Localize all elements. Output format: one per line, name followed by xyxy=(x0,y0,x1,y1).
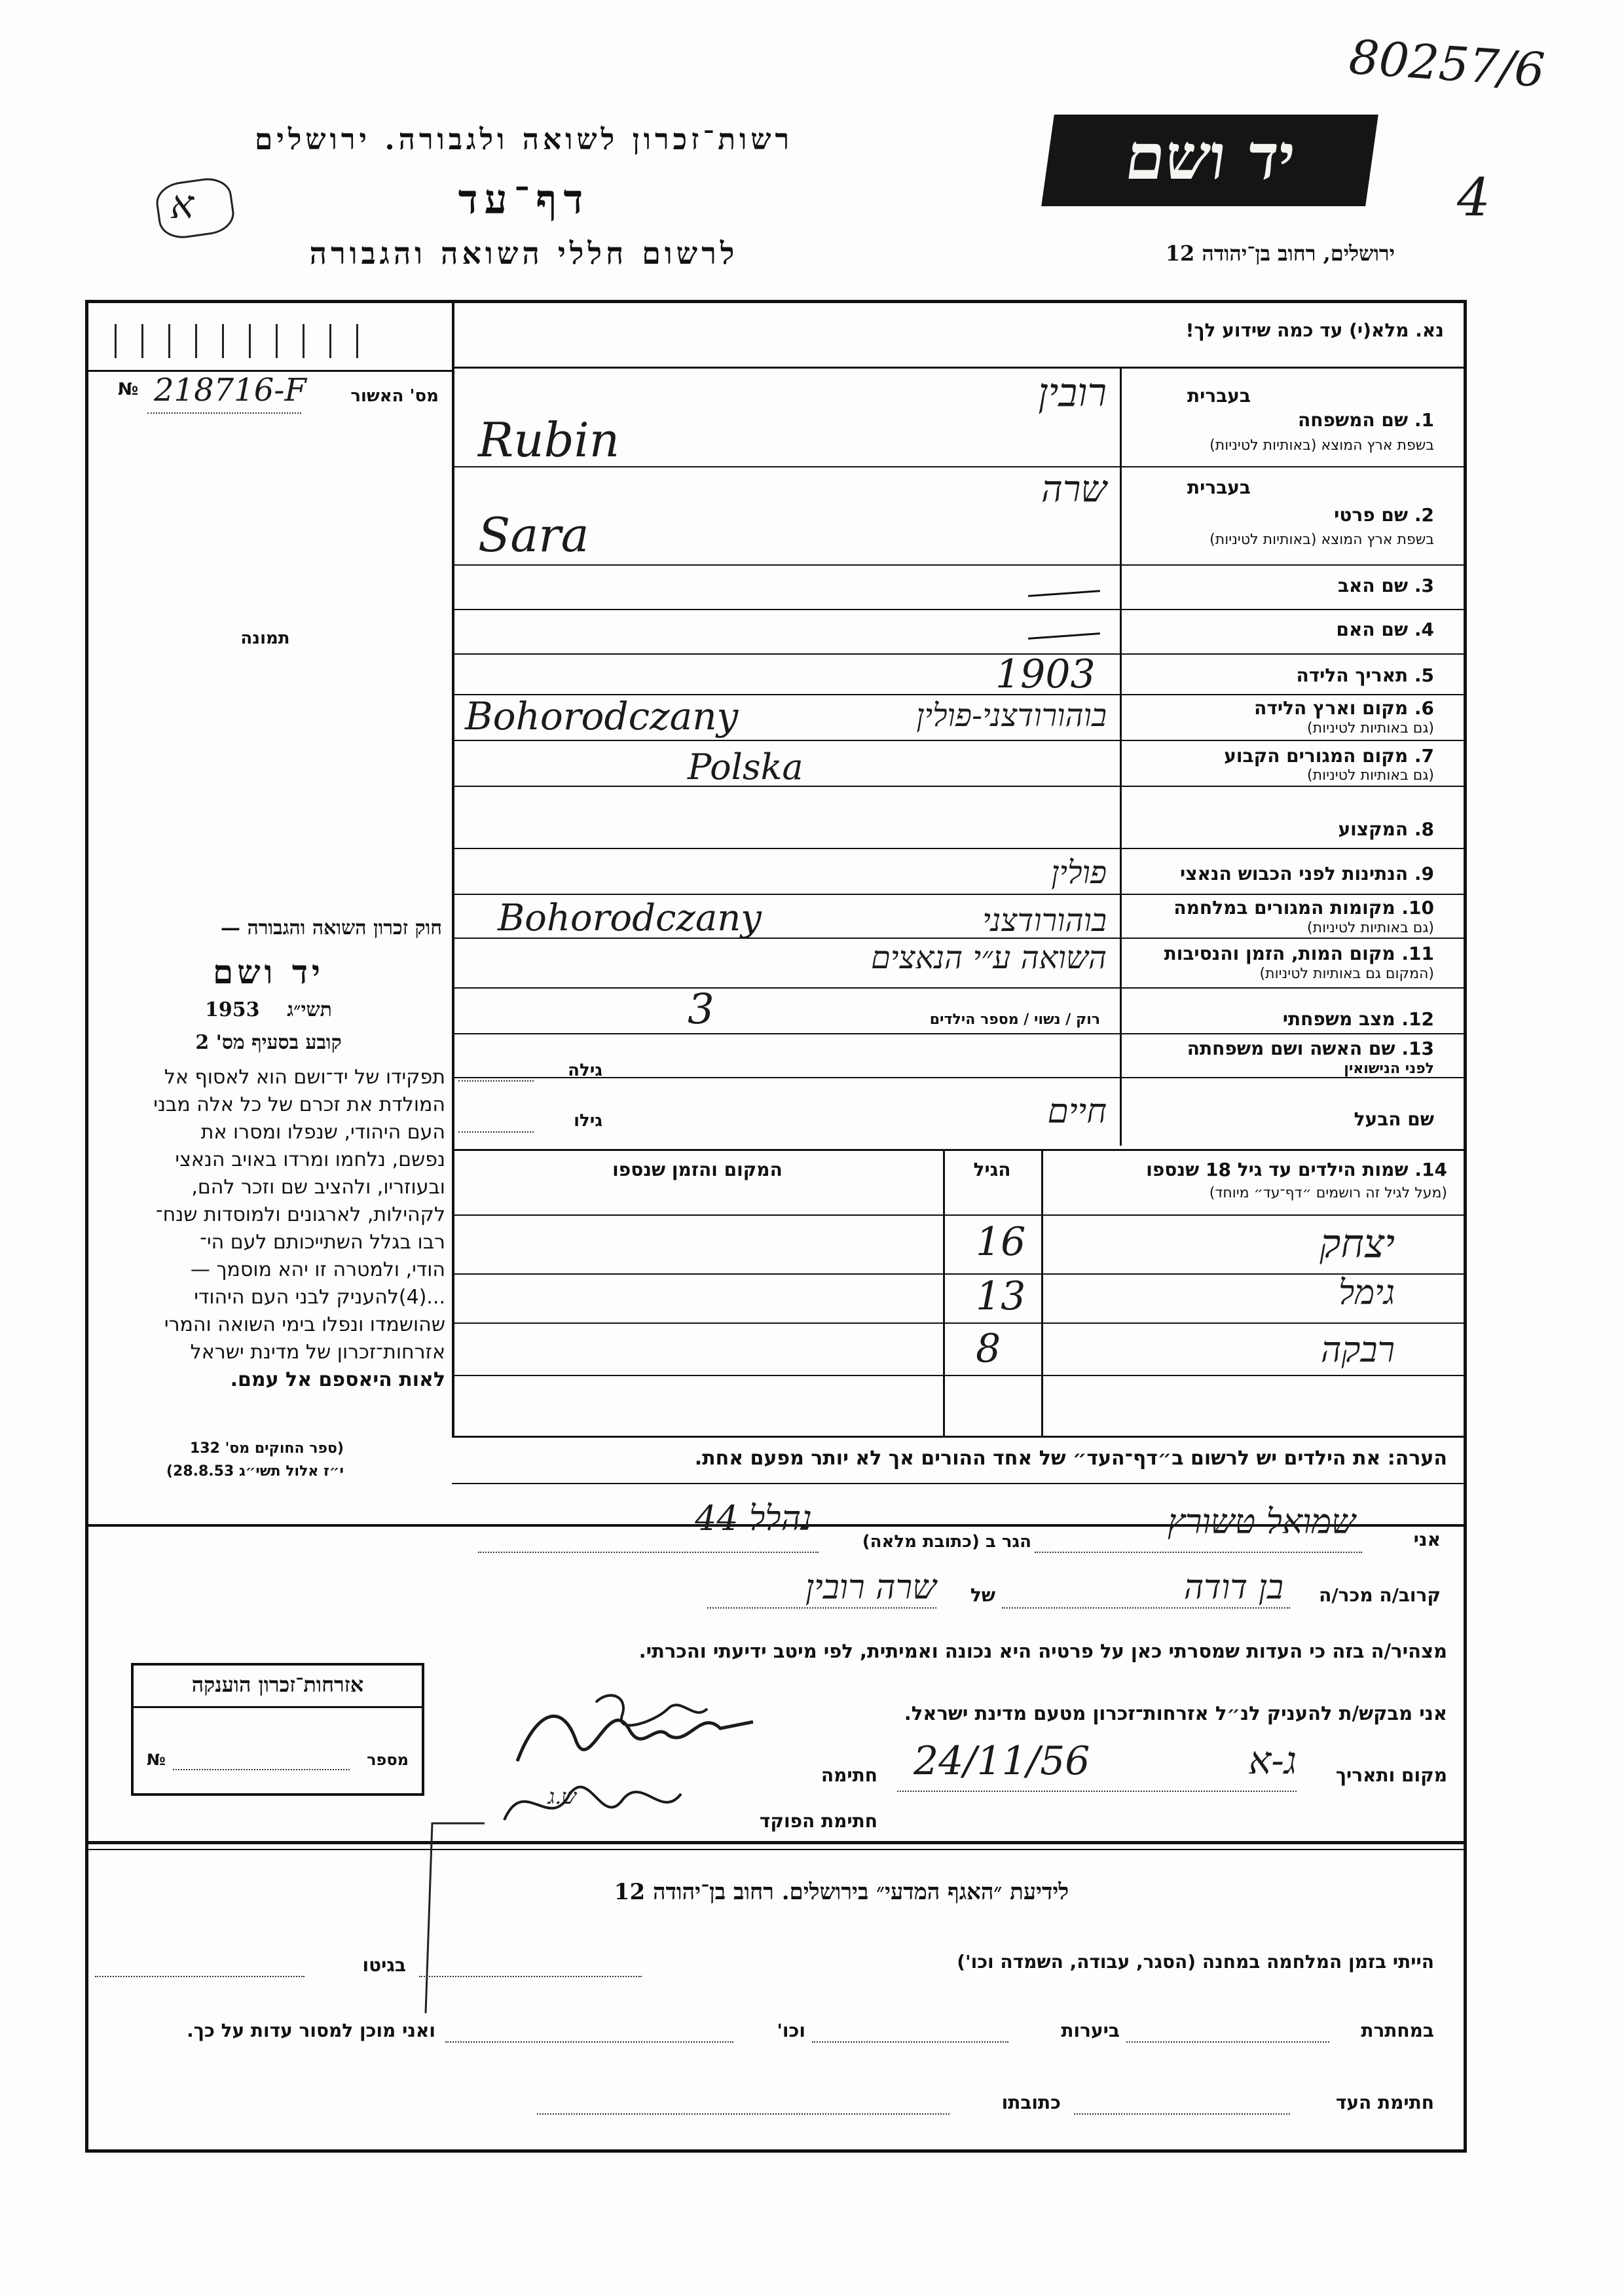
children-header: 14. שמות הילדים עד גיל 18 שנספו xyxy=(1146,1159,1447,1180)
law-text-line: העם היהודי, שנפלו ומסרו את xyxy=(200,1121,445,1144)
law-text-line: רבו בגלל השתייכותם לעם הי־ xyxy=(200,1231,445,1254)
footer-line2-c: וכו' xyxy=(777,2020,805,2041)
nationality-value: פולין xyxy=(1051,854,1107,891)
form-intro: נא. מלא(י) עד כמה שידוע לך! xyxy=(1185,319,1444,341)
law-clause: קובע בסעיף מס' 2 xyxy=(195,1031,342,1054)
handwritten-mark: 4 xyxy=(1457,167,1490,228)
field-label: שם הבעל xyxy=(1354,1108,1434,1130)
children-subheader: (מעל לגיל זה רושמים ״דף־עד״ מיוחד) xyxy=(1209,1185,1447,1201)
child-name-value: גימל xyxy=(1338,1273,1395,1313)
residence-latin-value: Polska xyxy=(688,746,803,788)
officer-signature-label: חתימת הפוקד xyxy=(759,1810,877,1832)
law-text-line: ...(4)להעניק לבני העם היהודי xyxy=(194,1286,445,1309)
citizenship-box xyxy=(131,1663,424,1796)
note-text: הערה: את הילדים יש לרשום ב״דף־העד״ של אחד ההורים אך לא יותר מפעם אחת. xyxy=(694,1447,1447,1470)
field-sublabel: (המקום גם באותיות לטיניות) xyxy=(1259,966,1434,982)
declarant-address-value: נהלל 44 xyxy=(695,1499,812,1539)
field-label: 3. שם האב xyxy=(1337,575,1434,596)
label-column-divider xyxy=(1120,367,1122,1146)
birthplace-latin-value: Bohorodczany xyxy=(465,694,739,738)
hebrew-label: בעברית xyxy=(1187,385,1251,407)
citizenship-title: אזרחות־זכרון הוענקה xyxy=(191,1672,364,1697)
law-text-line: לאות היאספם אל עמם. xyxy=(230,1368,445,1391)
law-text-line: אזרחות־זכרון של מדינת ישראל xyxy=(190,1341,445,1364)
law-text-line: תפקידו של יד־ושם הוא לאסוף אל xyxy=(164,1066,445,1089)
firstname-latin-value: Sara xyxy=(478,507,589,562)
law-text-line: ובעוזריו, ולהציב שם וזכר להם, xyxy=(191,1176,445,1199)
field-sublabel: לפני הנישואין xyxy=(1344,1061,1434,1077)
death-circumstances-value: השואה ע״י הנאצים xyxy=(870,939,1107,976)
law-title: חוק זכרון השואה והגבורה — xyxy=(221,917,442,939)
field-label: 8. המקצוע xyxy=(1338,818,1434,840)
declarant-name-value: שמואל טשורץ xyxy=(1167,1503,1356,1542)
child-age-value: 13 xyxy=(976,1273,1026,1319)
declaration-text: מצהיר/ה בזה כי העדות שמסרתי כאן על פרטיה היא נכונה ואמיתית, לפי מיטב ידיעתי והכרתי. xyxy=(638,1640,1447,1662)
institution-name: רשות־זכרון לשואה ולגבורה. ירושלים xyxy=(254,123,794,156)
relation-label: קרוב/ה מכר/ה xyxy=(1319,1584,1441,1606)
law-text-line: לקהילות, לארגונים ולמוסדות שנח־ xyxy=(155,1203,445,1226)
children-count-value: 3 xyxy=(688,985,714,1034)
law-text-line: הודי, ולמטרה זו יהא מוסמך — xyxy=(190,1258,445,1281)
footer-divider xyxy=(85,1841,1464,1844)
of-label: של xyxy=(970,1584,995,1606)
place-value: ג-א xyxy=(1248,1738,1297,1783)
field-label: 1. שם המשפחה xyxy=(1298,409,1434,431)
footer-line2-d: ואני מוכן למסור עדות על כך. xyxy=(187,2020,435,2041)
child-age-value: 8 xyxy=(976,1326,1001,1372)
law-text-line: שהושמדו ונפלו בימי השואה והמרי xyxy=(164,1313,445,1336)
place-date-label: מקום ותאריך xyxy=(1335,1764,1447,1786)
request-text: אני מבקש/ת להעניק לנ״ל אזרחות־זכרון מטעם מדינת ישראל. xyxy=(904,1702,1447,1724)
wartime-residence-latin-value: Bohorodczany xyxy=(498,897,762,939)
field-label: 12. מצב משפחתי xyxy=(1282,1008,1434,1030)
law-text-line: המולדת את זכרם של כל אלה מבני xyxy=(153,1093,445,1116)
footer-line1-a: הייתי בזמן המלחמה במחנה (הסגר, עבודה, השמדה וכו') xyxy=(957,1951,1434,1973)
husband-age-label: גילו xyxy=(574,1111,602,1131)
place-column-header: המקום והזמן שנספו xyxy=(612,1159,783,1180)
bracket-mark xyxy=(393,1804,491,2020)
birthplace-hebrew-value: בוהורודצני-פולין xyxy=(916,697,1107,734)
birth-date-value: 1903 xyxy=(995,651,1096,697)
field-sublabel: (גם באותיות לטיניות) xyxy=(1307,720,1434,737)
age-column-header: הגיל xyxy=(973,1159,1011,1180)
citizenship-no-prefix: № xyxy=(147,1751,166,1769)
surname-hebrew-value: רובין xyxy=(1038,370,1107,416)
handwritten-archive-number: 80257/6 xyxy=(1347,29,1547,98)
address-label: הגר ב (כתובת מלאה) xyxy=(862,1532,1031,1552)
wife-age-label: גילה xyxy=(568,1061,602,1080)
citizenship-no-label: מספר xyxy=(367,1751,409,1769)
law-text-line: נפשם, נלחמו ומרדו באויב הנאצי xyxy=(175,1148,445,1171)
law-name: יד ושם xyxy=(213,953,324,991)
surname-latin-value: Rubin xyxy=(478,412,620,467)
footer-line3-a: חתימת העד xyxy=(1335,2092,1434,2113)
law-year-heb: תשי״ג xyxy=(287,998,332,1021)
officer-initials: ש.ג xyxy=(547,1784,576,1809)
hebrew-label: בעברית xyxy=(1187,477,1251,498)
child-age-value: 16 xyxy=(976,1219,1026,1265)
marital-options: רוק / נשוי / מספר הילדים xyxy=(929,1011,1100,1028)
field-sublabel: בשפת ארץ המוצא (באותיות לטיניות) xyxy=(1209,437,1434,454)
footer-line2-b: ביערות xyxy=(1061,2020,1120,2041)
husband-name-value: חיים xyxy=(1047,1092,1107,1131)
column-divider xyxy=(452,300,454,1436)
field-label: 7. מקום המגורים הקבוע xyxy=(1224,745,1434,767)
law-year: 1953 xyxy=(205,998,260,1021)
field-sublabel: (גם באותיות לטיניות) xyxy=(1307,767,1434,784)
footer-line3-b: כתובתו xyxy=(1001,2092,1061,2113)
approval-prefix: № xyxy=(118,380,139,399)
signature-label: חתימה xyxy=(821,1764,877,1786)
field-label: 11. מקום המות, הזמן והנסיבות xyxy=(1164,943,1434,964)
date-value: 24/11/56 xyxy=(913,1738,1090,1784)
field-label: 9. הנתינות לפני הכבוש הנאצי xyxy=(1180,863,1434,884)
approval-label: מס' האשור xyxy=(350,386,439,406)
law-text xyxy=(92,1064,445,1394)
footer-line2-a: במחתרת xyxy=(1361,2020,1434,2041)
child-name-value: רבקה xyxy=(1320,1329,1395,1370)
field-label: 13. שם האשה ושם משפחתה xyxy=(1187,1038,1434,1059)
form-subtitle: לרשום חללי השואה והגבורה xyxy=(309,236,739,271)
footer-line1-b: בגיטו xyxy=(362,1954,406,1976)
field-label: 5. תאריך הלידה xyxy=(1296,665,1434,686)
corner-circle-mark xyxy=(154,175,237,241)
victim-name-value: שרה רובין xyxy=(805,1568,936,1607)
approval-boxes xyxy=(115,324,422,358)
law-reference-1: (ספר החוקים מס' 132 xyxy=(189,1440,344,1457)
corner-handwritten-mark: א xyxy=(170,182,194,228)
wartime-residence-hebrew-value: בוהורודצני xyxy=(982,902,1107,939)
field-label: 10. מקומות המגורים במלחמה xyxy=(1173,897,1434,919)
field-label: 6. מקום וארץ הלידה xyxy=(1254,697,1434,719)
relation-value: בן דודה xyxy=(1183,1568,1283,1607)
child-name-value: יצחק xyxy=(1320,1221,1395,1267)
field-label: 4. שם האם xyxy=(1336,619,1434,640)
law-year-line xyxy=(95,998,442,1021)
photo-label: תמונה xyxy=(240,629,290,648)
logo-text: יד ושם xyxy=(1120,120,1300,194)
law-reference-2: י״ז אלול תשי״ג 28.8.53) xyxy=(166,1463,344,1480)
field-label: 2. שם פרטי xyxy=(1334,504,1434,526)
yad-vashem-logo xyxy=(1041,115,1378,206)
field-sublabel: (גם באותיות לטיניות) xyxy=(1307,920,1434,936)
firstname-hebrew-value: שרה xyxy=(1041,468,1107,511)
field-sublabel: בשפת ארץ המוצא (באותיות לטיניות) xyxy=(1209,532,1434,548)
footer-title: לידיעת ״האגף המדעי״ בירושלים. רחוב בן־יהודה 12 xyxy=(614,1879,1069,1905)
form-title: דף־עד xyxy=(458,175,590,223)
approval-number: 218716-F xyxy=(154,372,306,409)
address: ירושלים, רחוב בן־יהודה 12 xyxy=(1165,241,1395,266)
declarant-label: אני xyxy=(1413,1529,1441,1550)
